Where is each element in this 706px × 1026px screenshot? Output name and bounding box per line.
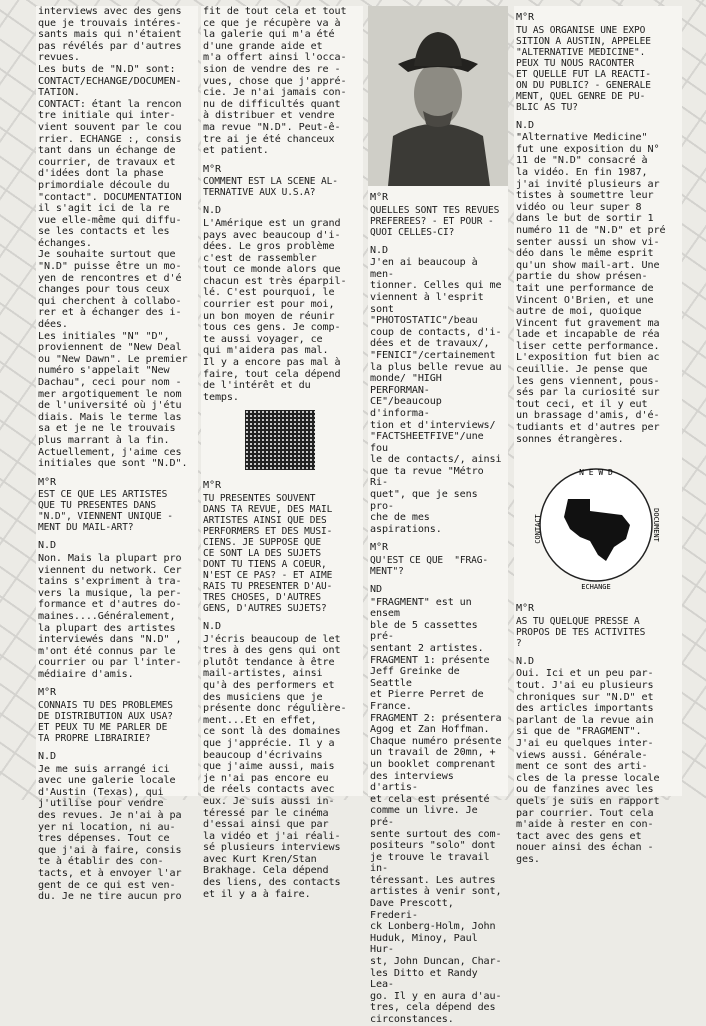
speaker-label: M°R [370, 542, 388, 554]
interview-question: EST CE QUE LES ARTISTES QUE TU PRESENTES DANS "N.D", VIENNENT UNIQUE - MENT DU MAIL-ART? [38, 489, 173, 534]
speaker-label: N.D [38, 751, 56, 763]
interview-answer: "FRAGMENT" est un ensem ble de 5 cassettes pré- sentant 2 artistes. FRAGMENT 1: présente Jeff Greinke de Seattle et Pierre Perret de France. FRAGMENT 2: présentera Agog et Zan Hoffman. Chaque numéro présente un travail de 20mn, + un booklet comprenant des interviews d'artis- et cela est présenté comme un livre. Je pré- sente surtout des com- positeurs "solo" dont je trouve le travail in- téressant. Les autres artistes à venir sont, Dave Prescott, Frederi- ck Lonberg-Holm, John Huduk, Minoy, Paul Hur- st, John Duncan, Char- les Ditto et Randy Lea- go. Il y en aura d'au- tres, cela dépend des circonstances. [370, 596, 502, 1025]
speaker-label: M°R [203, 163, 221, 175]
speaker-label: N.D [370, 244, 388, 256]
interview-answer: Non. Mais la plupart pro viennent du network. Cer tains s'expriment à tra- vers la musique, la per- formance et d'autres do- maines....Généralement, la plupart des artistes interviewés dans "N.D" , m'ont été connus par le courrier ou par l'inter- médiaire d'amis. [38, 552, 182, 680]
speaker-label: M°R [516, 603, 534, 615]
interview-question: TU AS ORGANISE UNE EXPO SITION A AUSTIN, APPELEE "ALTERNATIVE MEDICINE". PEUX TU NOUS RACONTER ET QUELLE FUT LA REACTI- ON DU PUBLIC? - GENERALE MENT, QUEL GENRE DE PU- BLIC AS TU? [516, 24, 651, 113]
halftone-image [245, 410, 315, 470]
speaker-label: M°R [38, 476, 56, 488]
text-column-1 [36, 6, 198, 903]
contact-echange-logo [526, 455, 666, 595]
speaker-label: N.D [203, 621, 221, 632]
interview-answer: J'en ai beaucoup à men- tionner. Celles qui me viennent à l'esprit sont "PHOTOSTATIC"/beau coup de contacts, d'i- dées et de travaux/, "FENICI"/certainement la plus belle revue au monde/ "HIGH PERFORMAN- CE"/beaucoup d'informa- tion et d'interviews/ "FACTSHEETFIVE"/une fou le de contacts/, ainsi que ta revue "Métro Ri- quet", que je sens pro- che de mes aspirations. [370, 257, 502, 535]
speaker-label: N.D [203, 205, 221, 217]
interview-question: QU'EST CE QUE "FRAG- MENT"? [370, 555, 489, 578]
portrait-photo [368, 6, 508, 186]
interview-question: QUELLES SONT TES REVUES PREFEREES? - ET POUR - QUOI CELLES-CI? [370, 204, 500, 238]
interview-answer: Oui. Ici et un peu par- tout. J'ai eu plusieurs chroniques sur "N.D" et des articles importants parlant de la revue ain si que de "FRAGMENT". J'ai eu quelques inter- views aussi. Générale- ment ce sont des arti- cles de la presse locale ou de fanzines avec les quels je suis en rapport par courrier. Tout cela m'aide à rester en con- tact avec des gens et nouer ainsi des échan - ges. [516, 668, 660, 865]
interview-question: TU PRESENTES SOUVENT DANS TA REVUE, DES MAIL ARTISTES AINSI QUE DES PERFORMERS ET DES MUSI- CIENS. JE SUPPOSE QUE CE SONT LA DES SUJETS DONT TU TIENS A COEUR, N'EST CE PAS? - ET AIME RAIS TU PRESENTER D'AU- TRES CHOSES, D'AUTRES GENS, D'AUTRES SUJETS? [203, 493, 333, 614]
svg-text:N E W D: N E W D [579, 468, 613, 478]
speaker-label: M°R [38, 687, 56, 699]
interview-question: COMMENT EST LA SCENE AL- TERNATIVE AUX U.S.A? [203, 176, 338, 199]
text-column-4 [514, 6, 682, 865]
speaker-label: M°R [370, 192, 388, 203]
svg-text:CONTACT: CONTACT [534, 514, 542, 544]
speaker-label: M°R [203, 480, 221, 492]
text-column-2 [201, 6, 363, 900]
interview-answer: Je me suis arrangé ici avec une galerie locale d'Austin (Texas), qui j'utilise pour vendre des revues. Je n'ai à pa yer ni location, ni au- tres dépenses. Tout ce que j'ai à faire, consis te à établir des con- tacts, et à envoyer l'ar gent de ce qui est ven- du. Je ne tire aucun pro [38, 763, 182, 903]
svg-text:DOCUMENT: DOCUMENT [652, 508, 660, 543]
svg-text:ECHANGE: ECHANGE [581, 583, 611, 592]
speaker-label: N.D [38, 540, 56, 552]
interview-answer: fit de tout cela et tout ce que je récupère va à la galerie qui m'a été d'une grande aide et m'a offert ainsi l'occa- sion de vendre des re - vues, chose que j'appré- cie. Je n'ai jamais con- nu de difficultés quant à distribuer et vendre ma revue "N.D". Peut-ê- tre ai je été chanceux et patient. [203, 6, 347, 157]
interview-question: CONNAIS TU DES PROBLEMES DE DISTRIBUTION AUX USA? ET PEUX TU ME PARLER DE TA PROPRE LIBRAIRIE? [38, 700, 173, 745]
interview-question: AS TU QUELQUE PRESSE A PROPOS DE TES ACTIVITES ? [516, 615, 646, 649]
interview-answer: J'écris beaucoup de let tres à des gens qui ont plutôt tendance à être mail-artistes, ainsi qu'à des performers et des musiciens que je présente donc régulière- ment...Et en effet, ce sont là des domaines que j'apprécie. Il y a beaucoup d'écrivains que j'aime aussi, mais je n'ai pas encore eu de réels contacts avec eux. Je suis aussi in- téressé par le cinéma d'essai ainsi que par la vidéo et j'ai réali- sé plusieurs interviews avec Kurt Kren/Stan Brakhage. Cela dépend des liens, des contacts et il y a à faire. [203, 633, 347, 900]
text-column-3 [368, 6, 508, 1025]
speaker-label: N.D [516, 655, 534, 667]
speaker-label: ND [370, 584, 382, 596]
speaker-label: M°R [516, 12, 534, 23]
interview-answer: L'Amérique est un grand pays avec beaucoup d'i- dées. Le gros problème c'est de rassembler tout ce monde alors que chacun est très éparpil- lé. C'est pourquoi, le courrier est pour moi, un bon moyen de réunir tous ces gens. Je comp- te aussi voyager, ce qui m'aidera pas mal. Il y a encore pas mal à faire, tout cela dépend de l'intérêt et du temps. [203, 217, 347, 403]
speaker-label: N.D [516, 119, 534, 131]
interview-answer: interviews avec des gens que je trouvais intéres- sants mais qui n'étaient pas révélés par d'autres revues. Les buts de "N.D" sont: CONTACT/ECHANGE/DOCUMEN- TATION. CONTACT: étant la rencon tre initiale qui inter- vient souvent par le cou rrier. ECHANGE :, consis tant dans un échange de courrier, de travaux et d'idées dont la phase primordiale découle du "contact". DOCUMENTATION il s'agit ici de la re vue elle-même qui diffu- se les contacts et les échanges. Je souhaite surtout que "N.D" puisse être un mo- yen de rencontres et d'é changes pour tous ceux qui cherchent à collabo- rer et à échanger des i- dées. Les initiales "N" "D", proviennent de "New Deal ou "New Dawn". Le premier numéro s'appelait "New Dachau", ceci pour nom - mer argotiquement le nom de l'université où j'étu diais. Mais le terme las sa et je ne le trouvais plus marrant à la fin. Actuellement, j'aime ces initiales que sont "N.D". [38, 6, 188, 470]
interview-answer: "Alternative Medicine" fut une exposition du N° 11 de "N.D" consacré à la vidéo. En fin 1987, j'ai invité plusieurs ar tistes à soumettre leur vidéo ou leur super 8 dans le but de sortir 1 numéro 11 de "N.D" et pré senter aussi un show vi- déo dans le même esprit qu'un show mail-art. Une partie du show présen- tait une performance de Vincent O'Brien, et une autre de moi, quoique Vincent fut gravement ma lade et incapable de réa liser cette performance. L'exposition fut bien ac ceuillie. Je pense que les gens viennent, pous- sés par la curiosité sur tout ceci, et il y eut un brassage d'amis, d'é- tudiants et d'autres per sonnes étrangères. [516, 132, 666, 445]
